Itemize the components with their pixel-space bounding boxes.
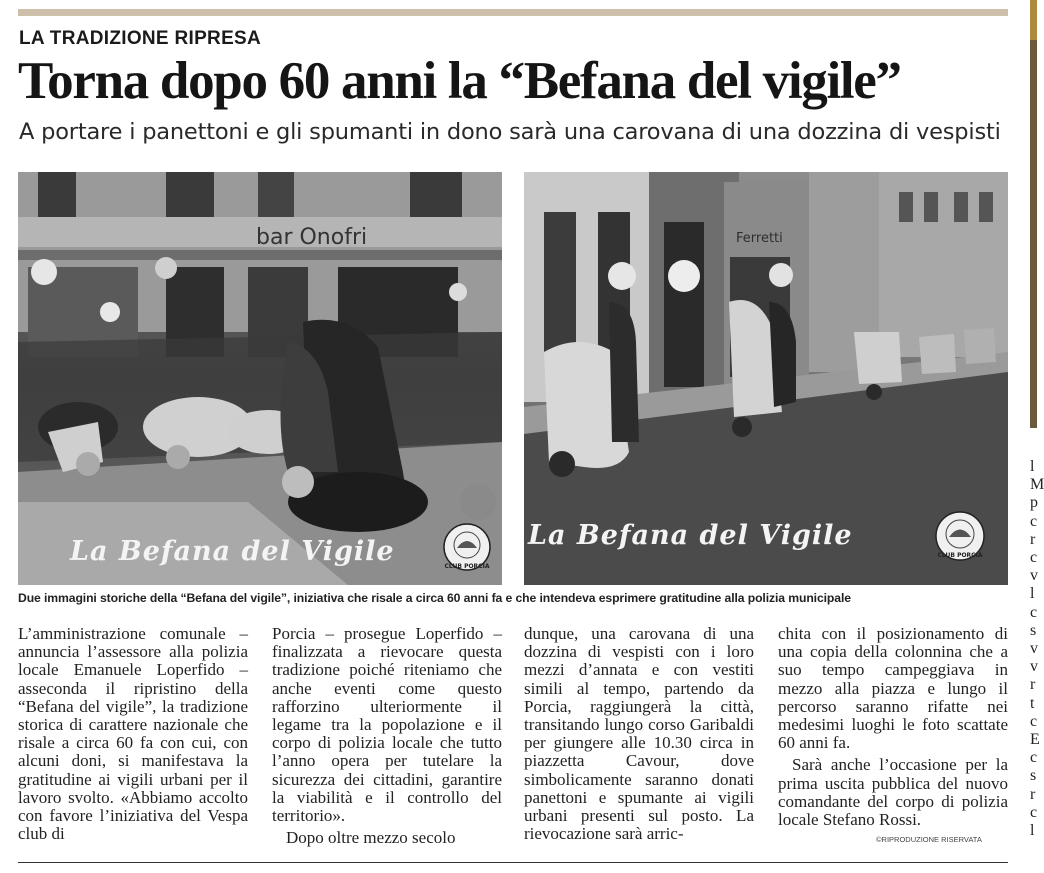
photo-right bbox=[524, 172, 1008, 585]
column-4-paragraph-2: Sarà anche l’occasione per la prima uscita pubblica del nuovo comandante del corpo di polizia locale Stefano Rossi. bbox=[778, 755, 1008, 830]
photo-right-shop-sign: Ferretti bbox=[736, 231, 783, 246]
article-kicker: LA TRADIZIONE RIPRESA bbox=[19, 28, 262, 49]
svg-text:CLUB PORCIA: CLUB PORCIA bbox=[937, 552, 983, 559]
adjacent-page-photo-edge bbox=[1030, 0, 1037, 428]
photo-caption: Due immagini storiche della “Befana del vigile”, iniziativa che risale a circa 60 anni fa e che intendeva esprimere gratitudine alla polizia municipale bbox=[18, 591, 851, 605]
body-column-1 bbox=[18, 625, 248, 843]
photo-right-club-seal bbox=[936, 512, 984, 560]
column-2-paragraph-1: Porcia – prosegue Loperfido – finalizzata a rievocare questa tradizione poiché riteniamo che anche eventi come questo rafforzino ulteriormente il legame tra la popolazione e il corpo di polizia locale che tutto l’anno opera per tutelare la sicurezza dei cittadini, garantire la viabilità e il controllo del territorio». bbox=[272, 624, 502, 826]
copyright-notice: ©RIPRODUZIONE RISERVATA bbox=[876, 835, 982, 844]
column-3-paragraph-1: dunque, una carovana di una dozzina di vespisti con i loro mezzi d’annata e con vestiti simili al tempo, partendo da Porcia, raggiungerà la città, transitando lungo corso Garibaldi per giungere alle 10.30 circa in piazzetta Cavour, dove simbolicamente saranno donati panettoni e spumante ai vigili urbani presenti sul posto. La rievocazione sarà arric- bbox=[524, 624, 754, 844]
svg-text:CLUB PORCIA: CLUB PORCIA bbox=[444, 563, 490, 570]
body-column-3 bbox=[524, 625, 754, 843]
adjacent-page-photo-edge-top bbox=[1030, 0, 1037, 40]
photo-left-image bbox=[18, 172, 502, 585]
photo-right-watermark: La Befana del Vigile bbox=[528, 520, 853, 551]
photo-left-club-seal bbox=[444, 524, 490, 570]
column-4-paragraph-1: chita con il posizionamento di una copia della colonnina che a suo tempo campeggiava in mezzo alla piazza e lungo il percorso saranno rifatte nei medesimi luoghi le foto scattate 60 anni fa. bbox=[778, 624, 1008, 753]
photo-left bbox=[18, 172, 502, 585]
adjacent-article-fragment: l M p c r c v l c s v v r t c E c s r c l bbox=[1030, 458, 1044, 840]
photo-left-shop-sign: bar Onofri bbox=[256, 225, 368, 250]
photo-right-image bbox=[524, 172, 1008, 585]
article-subhead: A portare i panettoni e gli spumanti in dono sarà una carovana di una dozzina di vespisti bbox=[19, 119, 1001, 145]
article-headline: Torna dopo 60 anni la “Befana del vigile” bbox=[18, 52, 901, 110]
top-color-bar bbox=[18, 9, 1008, 16]
body-column-4 bbox=[778, 625, 1008, 829]
photo-left-watermark: La Befana del Vigile bbox=[70, 536, 395, 567]
column-1-paragraph-1: L’amministrazione comunale – annuncia l’assessore alla polizia locale Emanuele Loperfido – asseconda il ripristino della “Befana del vigile”, la tradizione storica di carattere nazionale che risale a circa 60 fa con cui, con alcuni doni, si manifestava la gratitudine ai vigili urbani per il lavoro svolto. «Abbiamo accolto con favore l’iniziativa del Vespa club di bbox=[18, 624, 248, 844]
column-2-paragraph-2: Dopo oltre mezzo secolo bbox=[286, 828, 456, 848]
body-column-2 bbox=[272, 625, 502, 847]
bottom-rule bbox=[18, 862, 1008, 863]
